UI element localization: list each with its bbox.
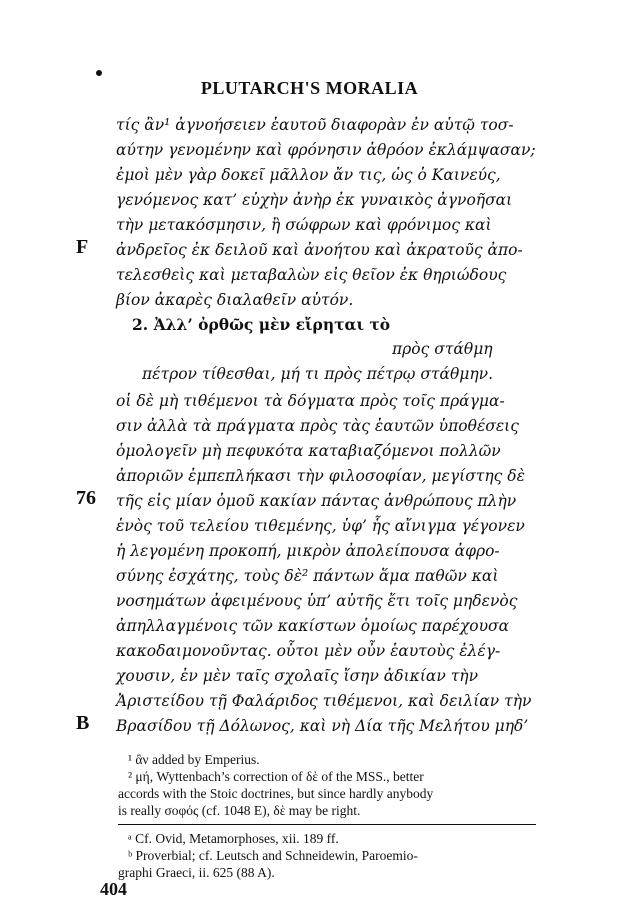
running-header: PLUTARCH'S MORALIA xyxy=(200,78,419,98)
greek-line: ἡ λεγομένη προκοπή, μικρὸν ἀπολείπουσα ἀφρο- xyxy=(116,542,500,560)
greek-line: ἐμοὶ μὲν γὰρ δοκεῖ μᾶλλον ἄν τις, ὡς ὁ Καινεύς, xyxy=(116,166,501,184)
greek-line: νοσημάτων ἀφειμένους ὑπ’ αὐτῆς ἔτι τοῖς μηδενὸς xyxy=(116,592,518,610)
footnote-divider xyxy=(118,824,536,825)
greek-line: ὁμολογεῖν μὴ πεφυκότα καταβιαζόμενοι πολλῶν xyxy=(116,442,501,460)
greek-line: κακοδαιμονοῦντας. οὗτοι μὲν οὖν ἑαυτοὺς ἐλέγ- xyxy=(116,642,501,660)
greek-line: ἑνὸς τοῦ τελείου τιθεμένης, ὑφ’ ἧς αἴνιγμα γέγονεν xyxy=(116,517,525,535)
greek-line: ἀνδρεῖος ἐκ δειλοῦ καὶ ἀνοήτου καὶ ἀκρατοῦς ἀπο- xyxy=(116,241,523,259)
margin-letter-f: F xyxy=(76,236,89,258)
greek-line: χουσιν, ἐν μὲν ταῖς σχολαῖς ἴσην ἀδικίαν τὴν xyxy=(116,667,479,685)
greek-line: τὴν μετακόσμησιν, ἢ σώφρων καὶ φρόνιμος καὶ xyxy=(116,216,492,234)
greek-line: Ἀριστείδου τῇ Φαλάριδος τιθέμενοι, καὶ δειλίαν τὴν xyxy=(116,692,532,710)
greek-line: γενόμενος κατ’ εὐχὴν ἀνὴρ ἐκ γυναικὸς ἀγνοῆσαι xyxy=(116,191,513,209)
footnote-source: ᵃ Cf. Ovid, Metamorphoses, xii. 189 ff. xyxy=(128,831,339,846)
greek-verse-line: πέτρον τίθεσθαι, μή τι πρὸς πέτρῳ στάθμην. xyxy=(142,365,494,383)
margin-number-76: 76 xyxy=(76,487,96,509)
greek-line: τῆς εἰς μίαν ὁμοῦ κακίαν πάντας ἀνθρώπους πλὴν xyxy=(116,492,517,510)
ink-dot xyxy=(96,70,102,76)
footnote-text: is really σοφός (cf. 1048 E), δὲ may be right. xyxy=(118,803,361,818)
footnote-source: graphi Graeci, ii. 625 (88 A). xyxy=(118,865,275,880)
greek-verse-line: πρὸς στάθμη xyxy=(392,340,493,358)
greek-line: βίον ἀκαρὲς διαλαθεῖν αὑτόν. xyxy=(116,291,354,309)
greek-line: σύνης ἐσχάτης, τοὺς δὲ² πάντων ἅμα παθῶν καὶ xyxy=(116,567,499,585)
greek-line: αύτην γενομένην καὶ φρόνησιν ἀθρόον ἐκλάμψασαν; xyxy=(116,141,536,159)
page-number: 404 xyxy=(100,879,127,899)
greek-line: ἀποριῶν ἐμπεπλήκασι τὴν φιλοσοφίαν, μεγίστης δὲ xyxy=(116,467,525,485)
footnote-text: ¹ ἂν added by Emperius. xyxy=(128,752,260,767)
footnote-text: accords with the Stoic doctrines, but since hardly anybody xyxy=(118,786,434,801)
margin-letter-b: B xyxy=(76,712,90,734)
footnote-source: ᵇ Proverbial; cf. Leutsch and Schneidewin, Paroemio- xyxy=(128,848,418,863)
greek-line: Βρασίδου τῇ Δόλωνος, καὶ νὴ Δία τῆς Μελήτου μηδ’ xyxy=(116,717,529,735)
greek-line: ἀπηλλαγμένοις τῶν κακίστων ὁμοίως παρέχουσα xyxy=(116,617,510,635)
greek-line: σιν ἀλλὰ τὰ πράγματα πρὸς τὰς ἑαυτῶν ὑποθέσεις xyxy=(116,417,519,435)
greek-line: τελεσθεὶς καὶ μεταβαλὼν εἰς θεῖον ἐκ θηριώδους xyxy=(116,266,507,284)
greek-line: τίς ἂν¹ ἀγνοήσειεν ἑαυτοῦ διαφορὰν ἐν αὑτῷ τοσ- xyxy=(116,116,514,134)
greek-line: οἱ δὲ μὴ τιθέμενοι τὰ δόγματα πρὸς τοῖς πράγμα- xyxy=(116,392,505,410)
footnote-text: ² μή, Wyttenbach’s correction of δὲ of the MSS., better xyxy=(128,769,424,784)
section-start-line: 2. Ἀλλ’ ὀρθῶς μὲν εἴρηται τὸ xyxy=(132,315,391,334)
